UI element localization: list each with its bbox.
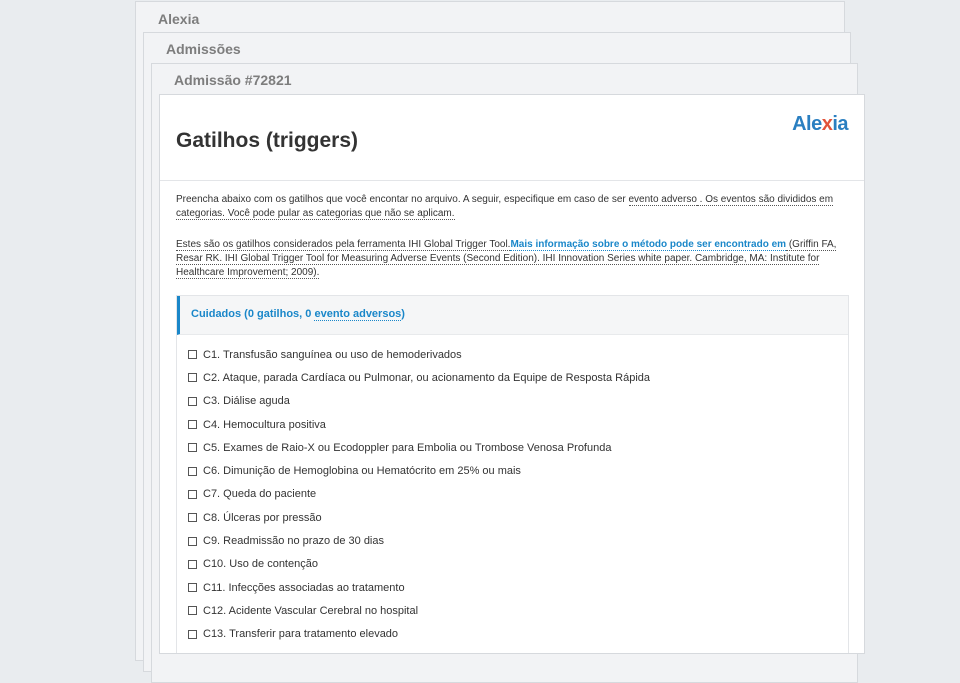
intro-paragraph-2 (176, 238, 841, 280)
checkbox[interactable] (188, 583, 197, 592)
trigger-label: C5. Exames de Raio-X ou Ecodoppler para Embolia ou Trombose Venosa Profunda (203, 441, 612, 454)
checkbox[interactable] (188, 560, 197, 569)
trigger-label: C2. Ataque, parada Cardíaca ou Pulmonar, ou acionamento da Equipe de Resposta Rápida (203, 371, 651, 384)
adverse-event-term[interactable]: evento adverso (628, 194, 697, 205)
trigger-item[interactable] (188, 390, 650, 413)
trigger-item[interactable] (188, 506, 650, 529)
trigger-label: C10. Uso de contenção (203, 558, 318, 571)
checkbox[interactable] (188, 630, 197, 639)
trigger-label: C11. Infecções associadas ao tratamento (203, 581, 405, 594)
trigger-label: C12. Acidente Vascular Cerebral no hospital (203, 604, 419, 617)
stack-title-admissao[interactable]: Admissão #72821 (174, 72, 292, 88)
page-title: Gatilhos (triggers) (176, 129, 359, 152)
section-title-text: ) (401, 308, 405, 320)
trigger-item[interactable] (188, 553, 650, 576)
trigger-label: C4. Hemocultura positiva (203, 418, 326, 431)
checkbox[interactable] (188, 420, 197, 429)
logo-text-b: ia (832, 113, 848, 135)
trigger-item[interactable] (188, 529, 650, 552)
citation-text: (Griffin FA, Resar RK. IHI Global Trigger Tool for Measuring Adverse Events (Second Edition). IHI Innovation Series white paper. Cambridge, MA: Institute for Healthcare Improvement; 2009). (176, 239, 837, 278)
adverse-event-term[interactable]: evento adversos (314, 308, 402, 320)
trigger-item[interactable] (188, 436, 650, 459)
trigger-item[interactable] (188, 483, 650, 506)
trigger-item[interactable] (188, 599, 650, 622)
trigger-item[interactable] (188, 623, 650, 646)
intro-text: Estes são os gatilhos considerados pela ferramenta IHI Global Trigger Tool. (176, 239, 511, 250)
trigger-label: C1. Transfusão sanguínea ou uso de hemoderivados (203, 348, 462, 361)
alexia-logo (792, 113, 848, 136)
checkbox[interactable] (188, 537, 197, 546)
stack-title-alexia[interactable]: Alexia (158, 11, 200, 27)
trigger-label: C3. Diálise aguda (203, 395, 290, 408)
checkbox[interactable] (188, 467, 197, 476)
trigger-item[interactable] (188, 413, 650, 436)
trigger-label: C6. Dimunição de Hemoglobina ou Hematócrito em 25% ou mais (203, 465, 521, 478)
trigger-label: C7. Queda do paciente (203, 488, 317, 501)
checkbox[interactable] (188, 490, 197, 499)
checkbox[interactable] (188, 397, 197, 406)
intro-paragraph-1 (176, 193, 841, 221)
triggers-card (159, 94, 865, 654)
checkbox[interactable] (188, 373, 197, 382)
logo-text-a: Ale (792, 113, 822, 135)
checkbox[interactable] (188, 513, 197, 522)
section-cuidados (176, 295, 849, 654)
trigger-item[interactable] (188, 576, 650, 599)
card-header (160, 95, 864, 181)
checkbox[interactable] (188, 350, 197, 359)
section-header[interactable] (177, 296, 848, 335)
trigger-list (188, 343, 650, 646)
section-title-text: Cuidados (0 gatilhos, 0 (191, 308, 315, 320)
trigger-label: C9. Readmissão no prazo de 30 dias (203, 535, 384, 548)
trigger-item[interactable] (188, 459, 650, 482)
trigger-item[interactable] (188, 366, 650, 389)
checkbox[interactable] (188, 443, 197, 452)
intro-text: . Os eventos são divididos em categorias. Você pode pular as categorias que não se aplicam. (176, 194, 834, 219)
trigger-item[interactable] (188, 343, 650, 366)
intro-text: Preencha abaixo com os gatilhos que você encontar no arquivo. A seguir, especifique em caso de ser (176, 194, 629, 205)
stack-title-admissoes[interactable]: Admissões (166, 41, 241, 57)
checkbox[interactable] (188, 606, 197, 615)
logo-text-x: x (821, 113, 833, 135)
trigger-label: C8. Úlceras por pressão (203, 511, 322, 524)
method-info-link[interactable]: Mais informação sobre o método pode ser encontrado em (510, 239, 787, 250)
trigger-label: C13. Transferir para tratamento elevado (203, 628, 399, 641)
section-title[interactable] (191, 308, 405, 320)
